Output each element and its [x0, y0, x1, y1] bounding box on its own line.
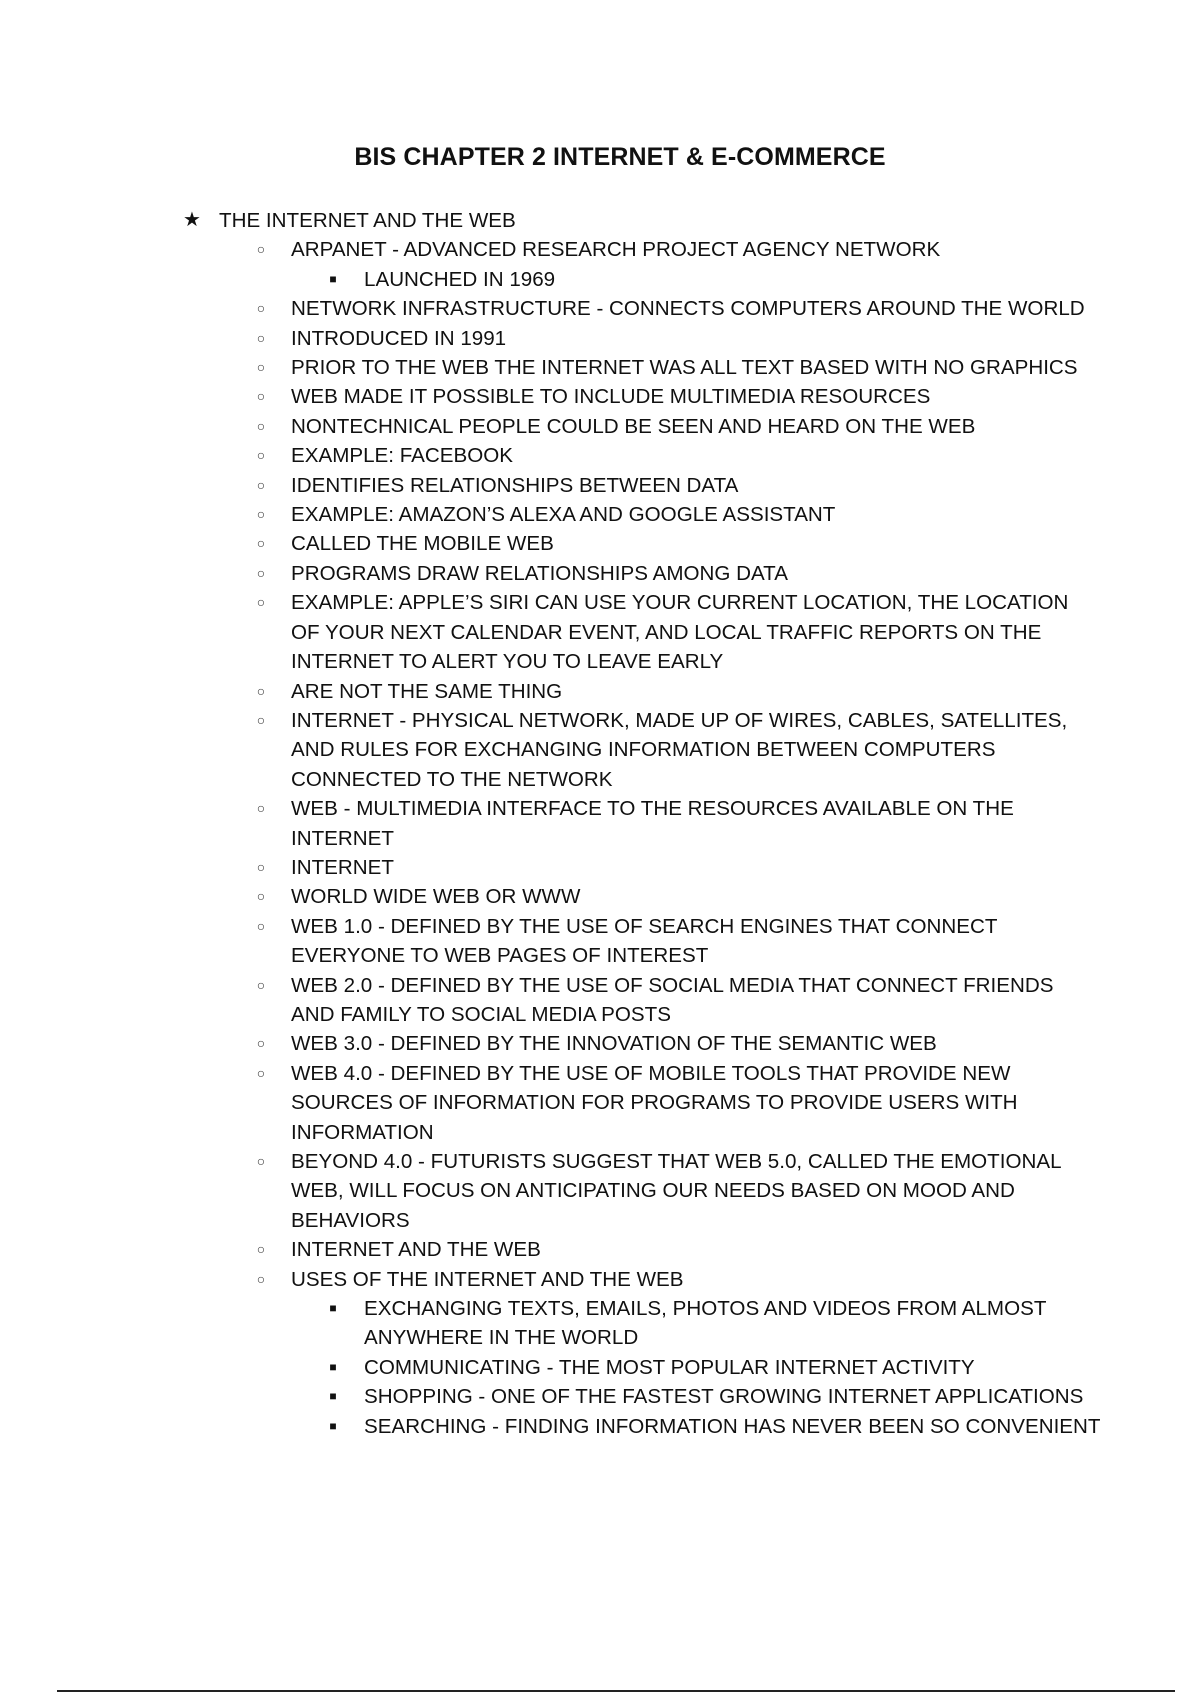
outline-item [0, 706, 1200, 735]
outline-item-text: CALLED THE MOBILE WEB [291, 532, 554, 556]
outline-item [0, 471, 1200, 500]
outline-item [0, 1412, 1200, 1441]
square-bullet-icon: ■ [329, 1301, 337, 1316]
document-title: BIS CHAPTER 2 INTERNET & E-COMMERCE [354, 143, 886, 171]
circle-bullet-icon: ○ [256, 300, 266, 317]
circle-bullet-icon: ○ [256, 858, 266, 875]
outline-item [0, 382, 1200, 411]
circle-bullet-icon: ○ [256, 800, 266, 817]
outline-item-text: INTERNET TO ALERT YOU TO LEAVE EARLY [291, 650, 724, 674]
outline-item [0, 971, 1200, 1000]
outline-item-text: WEB 1.0 - DEFINED BY THE USE OF SEARCH ENGINES THAT CONNECT [291, 914, 998, 938]
outline-item-text: WEB 4.0 - DEFINED BY THE USE OF MOBILE TOOLS THAT PROVIDE NEW [291, 1061, 1011, 1085]
circle-bullet-icon: ○ [256, 1035, 266, 1052]
circle-bullet-icon: ○ [256, 1064, 266, 1081]
circle-bullet-icon: ○ [256, 564, 266, 581]
outline-item [0, 294, 1200, 323]
outline-item [0, 265, 1200, 294]
outline-item [0, 324, 1200, 353]
outline-item-continuation [0, 765, 1200, 794]
outline-item-continuation [0, 1000, 1200, 1029]
star-bullet-icon: ★ [183, 209, 201, 231]
outline-item-text: EXAMPLE: FACEBOOK [291, 444, 514, 468]
outline-item-continuation [0, 1323, 1200, 1352]
outline-item [0, 500, 1200, 529]
outline-item [0, 912, 1200, 941]
outline-item-text: ARPANET - ADVANCED RESEARCH PROJECT AGENCY NETWORK [291, 238, 941, 262]
square-bullet-icon: ■ [329, 1418, 337, 1433]
circle-bullet-icon: ○ [256, 711, 266, 728]
outline-item-continuation [0, 824, 1200, 853]
outline-item-text: EXAMPLE: APPLE’S SIRI CAN USE YOUR CURRENT LOCATION, THE LOCATION [291, 591, 1069, 615]
outline-item [0, 353, 1200, 382]
outline-item [0, 882, 1200, 911]
circle-bullet-icon: ○ [256, 241, 266, 258]
outline-item-continuation [0, 735, 1200, 764]
outline-item [0, 412, 1200, 441]
square-bullet-icon: ■ [329, 1359, 337, 1374]
outline-item-text: AND FAMILY TO SOCIAL MEDIA POSTS [291, 1002, 671, 1026]
outline-item [0, 1059, 1200, 1088]
outline-item-text: WEB 2.0 - DEFINED BY THE USE OF SOCIAL MEDIA THAT CONNECT FRIENDS [291, 973, 1054, 997]
circle-bullet-icon: ○ [256, 682, 266, 699]
outline-item-text: EXAMPLE: AMAZON’S ALEXA AND GOOGLE ASSISTANT [291, 503, 836, 527]
circle-bullet-icon: ○ [256, 1153, 266, 1169]
outline-item [0, 206, 1200, 235]
outline-item-text: AND RULES FOR EXCHANGING INFORMATION BETWEEN COMPUTERS [291, 738, 996, 762]
outline-item-continuation [0, 1088, 1200, 1117]
outline-item-continuation [0, 618, 1200, 647]
outline-item-text: INTERNET [291, 826, 394, 850]
square-bullet-icon: ■ [329, 271, 337, 286]
outline-list [0, 206, 1200, 1441]
outline-item-text: CONNECTED TO THE NETWORK [291, 767, 613, 791]
outline-item [0, 235, 1200, 264]
circle-bullet-icon: ○ [256, 1270, 266, 1287]
circle-bullet-icon: ○ [256, 417, 266, 434]
outline-item [0, 1353, 1200, 1382]
outline-item-continuation [0, 941, 1200, 970]
outline-item-text: WEB, WILL FOCUS ON ANTICIPATING OUR NEEDS BASED ON MOOD AND [291, 1179, 1015, 1203]
outline-item-text: INTRODUCED IN 1991 [291, 326, 507, 350]
outline-item-text: INFORMATION [291, 1120, 434, 1144]
circle-bullet-icon: ○ [256, 329, 266, 346]
outline-item-text: EXCHANGING TEXTS, EMAILS, PHOTOS AND VIDEOS FROM ALMOST [364, 1297, 1047, 1321]
outline-item-text: EVERYONE TO WEB PAGES OF INTEREST [291, 944, 709, 968]
outline-item [0, 529, 1200, 558]
outline-item-text: INTERNET - PHYSICAL NETWORK, MADE UP OF WIRES, CABLES, SATELLITES, [291, 708, 1068, 732]
outline-item-text: NETWORK INFRASTRUCTURE - CONNECTS COMPUTERS AROUND THE WORLD [291, 297, 1085, 321]
outline-item-text: SHOPPING - ONE OF THE FASTEST GROWING INTERNET APPLICATIONS [364, 1385, 1084, 1409]
outline-item-text: WEB 3.0 - DEFINED BY THE INNOVATION OF THE SEMANTIC WEB [291, 1032, 937, 1056]
outline-item-text: INTERNET [291, 855, 394, 879]
circle-bullet-icon: ○ [256, 506, 266, 523]
circle-bullet-icon: ○ [256, 447, 266, 464]
circle-bullet-icon: ○ [256, 476, 266, 493]
outline-item-text: PROGRAMS DRAW RELATIONSHIPS AMONG DATA [291, 561, 788, 585]
outline-item [0, 1265, 1200, 1294]
outline-item [0, 794, 1200, 823]
outline-item-text: WEB - MULTIMEDIA INTERFACE TO THE RESOURCES AVAILABLE ON THE [291, 797, 1014, 821]
outline-item-text: THE INTERNET AND THE WEB [219, 209, 516, 232]
outline-item-text: SOURCES OF INFORMATION FOR PROGRAMS TO PROVIDE USERS WITH [291, 1091, 1018, 1115]
outline-item-continuation [0, 1176, 1200, 1205]
outline-item-continuation [0, 1118, 1200, 1147]
circle-bullet-icon: ○ [256, 594, 266, 611]
outline-item-continuation [0, 1206, 1200, 1235]
outline-item-text: SEARCHING - FINDING INFORMATION HAS NEVER BEEN SO CONVENIENT [364, 1414, 1101, 1438]
outline-item-text: PRIOR TO THE WEB THE INTERNET WAS ALL TEXT BASED WITH NO GRAPHICS [291, 356, 1078, 380]
outline-item-text: OF YOUR NEXT CALENDAR EVENT, AND LOCAL TRAFFIC REPORTS ON THE [291, 620, 1042, 644]
outline-item [0, 677, 1200, 706]
outline-item-text: IDENTIFIES RELATIONSHIPS BETWEEN DATA [291, 473, 739, 497]
outline-item [0, 1029, 1200, 1058]
outline-item [0, 1235, 1200, 1264]
outline-item [0, 1382, 1200, 1411]
outline-item-text: ARE NOT THE SAME THING [291, 679, 563, 703]
outline-item-text: USES OF THE INTERNET AND THE WEB [291, 1267, 684, 1291]
circle-bullet-icon: ○ [256, 917, 266, 934]
circle-bullet-icon: ○ [256, 535, 266, 552]
outline-item-text: LAUNCHED IN 1969 [364, 267, 556, 291]
circle-bullet-icon: ○ [256, 976, 266, 993]
outline-item-text: BEYOND 4.0 - FUTURISTS SUGGEST THAT WEB 5.0, CALLED THE EMOTIONAL [291, 1150, 1062, 1173]
circle-bullet-icon: ○ [256, 888, 266, 905]
circle-bullet-icon: ○ [256, 359, 266, 376]
outline-item [0, 853, 1200, 882]
outline-item [0, 1294, 1200, 1323]
outline-item [0, 559, 1200, 588]
outline-item [0, 588, 1200, 617]
square-bullet-icon: ■ [329, 1389, 337, 1404]
circle-bullet-icon: ○ [256, 1241, 266, 1258]
outline-item [0, 1147, 1200, 1176]
outline-item-text: WEB MADE IT POSSIBLE TO INCLUDE MULTIMEDIA RESOURCES [291, 385, 931, 409]
circle-bullet-icon: ○ [256, 388, 266, 405]
outline-item [0, 441, 1200, 470]
outline-item-text: WORLD WIDE WEB OR WWW [291, 885, 581, 909]
outline-item-text: COMMUNICATING - THE MOST POPULAR INTERNET ACTIVITY [364, 1355, 975, 1379]
outline-item-text: ANYWHERE IN THE WORLD [364, 1326, 639, 1350]
outline-item-text: BEHAVIORS [291, 1208, 410, 1232]
outline-item-continuation [0, 647, 1200, 676]
outline-item-text: INTERNET AND THE WEB [291, 1238, 541, 1262]
footer-divider [57, 1690, 1175, 1692]
outline-item-text: NONTECHNICAL PEOPLE COULD BE SEEN AND HEARD ON THE WEB [291, 414, 976, 438]
